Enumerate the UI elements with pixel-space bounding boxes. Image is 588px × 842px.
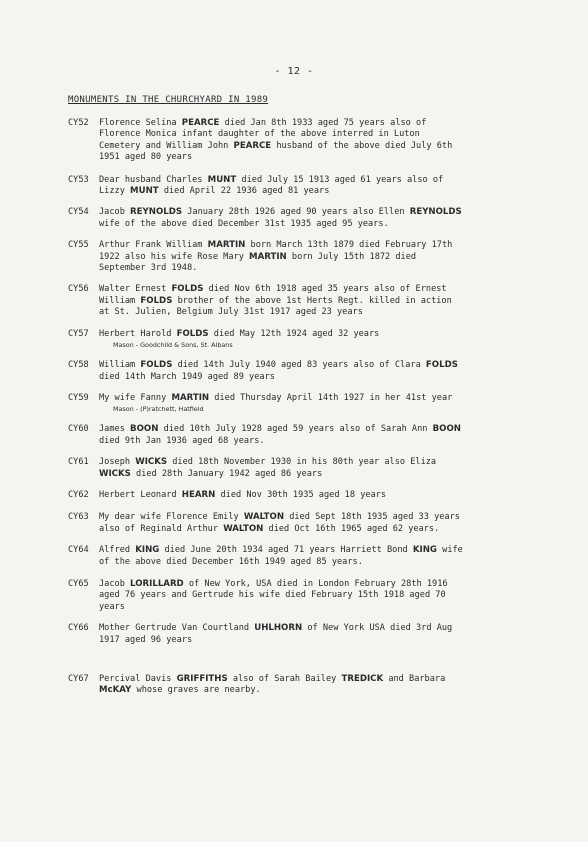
monument-inscription — [99, 424, 528, 447]
surname: PEARCE — [233, 140, 272, 151]
surname: MARTIN — [249, 251, 287, 262]
inscription-line — [99, 524, 528, 535]
inscription-text: died June 20th 1934 aged 71 years Harriett Bond — [159, 545, 413, 556]
monument-ref: CY61 — [68, 457, 89, 468]
surname: FOLDS — [140, 295, 173, 306]
surname: MARTIN — [171, 392, 210, 403]
monument-inscription — [99, 118, 528, 164]
monument-entry — [68, 360, 528, 383]
inscription-text: aged 76 years and Gertrude his wife died February 15th 1918 aged 70 — [99, 590, 446, 601]
monument-inscription — [99, 512, 528, 535]
inscription-text: Lizzy — [99, 186, 131, 197]
inscription-text: years — [99, 601, 125, 612]
inscription-line — [99, 436, 528, 447]
inscription-text: Dear husband Charles — [99, 174, 208, 185]
inscription-text: wife of the above died December 31st 1935 aged 95 years. — [99, 218, 389, 229]
inscription-text: Alfred — [99, 545, 136, 556]
monument-ref: CY58 — [68, 360, 89, 371]
inscription-text: of the above died December 16th 1949 aged 85 years. — [99, 556, 363, 567]
inscription-line — [99, 186, 528, 197]
inscription-text: died Oct 16th 1965 aged 62 years. — [263, 523, 440, 534]
inscription-text: died May 12th 1924 aged 32 years — [208, 328, 380, 339]
monument-inscription — [99, 360, 528, 383]
inscription-text: died 14th March 1949 aged 89 years — [99, 371, 275, 382]
surname: FOLDS — [425, 360, 458, 371]
monument-ref: CY63 — [68, 512, 89, 523]
monument-ref: CY52 — [68, 118, 89, 128]
inscription-text: Herbert Leonard — [99, 489, 182, 500]
monument-ref: CY62 — [68, 489, 89, 500]
inscription-text: died 10th July 1928 aged 59 years also of Sarah Ann — [158, 424, 433, 435]
inscription-text: died 9th Jan 1936 aged 68 years. — [99, 435, 265, 446]
inscription-line — [99, 175, 528, 186]
monument-entry — [68, 512, 528, 535]
inscription-text: My dear wife Florence Emily — [99, 512, 244, 523]
inscription-text: at St. Julien, Belgium July 31st 1917 aged 23 years — [99, 307, 363, 318]
inscription-line — [99, 424, 528, 435]
surname: FOLDS — [140, 360, 173, 371]
inscription-text: 1922 also his wife Rose Mary — [99, 251, 250, 262]
surname: McKAY — [99, 685, 132, 696]
inscription-text: also of Sarah Bailey — [227, 674, 342, 684]
monument-entry — [68, 175, 528, 198]
monument-entry — [68, 490, 528, 501]
inscription-line — [99, 118, 528, 129]
inscription-line — [99, 685, 528, 696]
inscription-text: September 3rd 1948. — [99, 263, 198, 274]
monument-inscription — [99, 490, 528, 501]
inscription-line — [99, 579, 528, 590]
inscription-text: Mother Gertrude Van Courtland — [99, 623, 255, 634]
monument-inscription — [99, 284, 528, 318]
monument-inscription — [99, 579, 528, 613]
inscription-text: wife — [436, 545, 463, 556]
inscription-line — [99, 512, 528, 523]
inscription-text: died Thursday April 14th 1927 in her 41st year — [209, 392, 453, 403]
inscription-line — [99, 240, 528, 251]
surname: GRIFFITHS — [176, 674, 228, 684]
inscription-text: William — [99, 295, 141, 306]
monument-ref: CY57 — [68, 328, 89, 339]
surname: BOON — [130, 424, 159, 435]
inscription-line — [99, 129, 528, 140]
monument-ref: CY66 — [68, 623, 89, 634]
inscription-text: James — [99, 424, 131, 435]
monument-entry — [68, 424, 528, 447]
inscription-text: born July 15th 1872 died — [286, 251, 417, 262]
inscription-text: Joseph — [99, 457, 136, 468]
monument-ref: CY56 — [68, 284, 89, 295]
inscription-text: Jacob — [99, 207, 131, 218]
inscription-line — [99, 674, 528, 685]
mason-credit: Mason - (P)ratchett, Hatfield — [113, 405, 204, 414]
surname: WICKS — [99, 468, 131, 479]
inscription-text: Percival Davis — [99, 674, 177, 684]
monument-entry — [68, 240, 528, 274]
inscription-text: died 28th January 1942 aged 86 years — [130, 468, 323, 479]
inscription-line — [99, 545, 528, 556]
monument-inscription — [99, 329, 528, 350]
page-number: - 12 - — [274, 66, 314, 77]
surname: TREDICK — [341, 674, 384, 684]
surname: KING — [135, 545, 160, 556]
inscription-text: Jacob — [99, 578, 131, 589]
monument-inscription — [99, 240, 528, 274]
inscription-text: died July 15 1913 aged 61 years also of — [236, 174, 444, 185]
surname: REYNOLDS — [409, 207, 462, 218]
inscription-text: died Nov 6th 1918 aged 35 years also of Ernest — [203, 284, 447, 295]
monument-list — [68, 118, 528, 697]
surname: HEARN — [181, 489, 216, 500]
monument-entry — [68, 393, 528, 414]
monument-inscription — [99, 674, 528, 697]
monument-entry — [68, 674, 528, 697]
inscription-line — [99, 329, 528, 340]
inscription-line — [99, 393, 528, 404]
monument-inscription — [99, 545, 528, 568]
monument-inscription — [99, 175, 528, 198]
surname: PEARCE — [181, 118, 220, 128]
monument-entry — [68, 623, 528, 646]
surname: WALTON — [243, 512, 285, 523]
inscription-line — [99, 141, 528, 152]
inscription-line — [99, 457, 528, 468]
monument-inscription — [99, 623, 528, 646]
inscription-text: died Sept 18th 1935 aged 33 years — [284, 512, 460, 523]
inscription-line — [99, 490, 528, 501]
monument-entry — [68, 284, 528, 318]
inscription-text: Walter Ernest — [99, 284, 172, 295]
inscription-text: William — [99, 360, 141, 371]
monument-ref: CY54 — [68, 207, 89, 218]
monument-entry — [68, 545, 528, 568]
surname: REYNOLDS — [130, 207, 183, 218]
mason-credit: Mason - Goodchild & Sons, St. Albans — [113, 341, 233, 350]
inscription-text: husband of the above died July 6th — [271, 140, 453, 151]
inscription-text: January 28th 1926 aged 90 years also Ellen — [182, 207, 410, 218]
surname: KING — [412, 545, 437, 556]
inscription-text: of New York USA died 3rd Aug — [302, 623, 453, 634]
inscription-text: Arthur Frank William — [99, 240, 208, 251]
inscription-line — [99, 284, 528, 295]
surname: UHLHORN — [254, 623, 303, 634]
inscription-text: died Jan 8th 1933 aged 75 years also of — [219, 118, 427, 128]
inscription-text: Herbert Harold — [99, 328, 177, 339]
inscription-text: born March 13th 1879 died February 17th — [245, 240, 453, 251]
inscription-text: also of Reginald Arthur — [99, 523, 224, 534]
inscription-line — [99, 252, 528, 263]
inscription-line — [99, 602, 528, 613]
inscription-line — [99, 635, 528, 646]
inscription-text: of New York, USA died in London February 28th 1916 — [183, 578, 448, 589]
inscription-text: whose graves are nearby. — [131, 685, 261, 696]
inscription-text: died April 22 1936 aged 81 years — [158, 186, 330, 197]
monument-inscription — [99, 207, 528, 230]
monument-entry — [68, 207, 528, 230]
surname: MARTIN — [207, 240, 246, 251]
monument-ref: CY64 — [68, 545, 89, 556]
inscription-line — [99, 207, 528, 218]
surname: BOON — [432, 424, 461, 435]
inscription-text: Cemetery and William John — [99, 140, 234, 151]
inscription-text: Florence Monica infant daughter of the above interred in Luton — [99, 129, 420, 140]
surname: WICKS — [135, 457, 168, 468]
inscription-text: 1951 aged 80 years — [99, 152, 193, 163]
inscription-text: brother of the above 1st Herts Regt. killed in action — [172, 295, 452, 306]
monument-ref: CY67 — [68, 674, 89, 684]
inscription-line — [99, 469, 528, 480]
monument-ref: CY60 — [68, 424, 89, 435]
monument-ref: CY53 — [68, 174, 89, 185]
surname: LORILLARD — [130, 578, 184, 589]
inscription-line — [99, 590, 528, 601]
monument-entry — [68, 329, 528, 350]
inscription-text: My wife Fanny — [99, 392, 172, 403]
inscription-text: died Nov 30th 1935 aged 18 years — [215, 489, 387, 500]
surname: MUNT — [130, 186, 159, 197]
monument-inscription — [99, 457, 528, 480]
surname: FOLDS — [176, 328, 209, 339]
surname: MUNT — [207, 174, 237, 185]
monument-entry — [68, 579, 528, 613]
inscription-line — [99, 263, 528, 274]
inscription-line — [99, 360, 528, 371]
surname: FOLDS — [171, 284, 204, 295]
monument-inscription — [99, 393, 528, 414]
inscription-line — [99, 623, 528, 634]
inscription-line — [99, 372, 528, 383]
monument-entry — [68, 118, 528, 164]
monument-entry — [68, 457, 528, 480]
inscription-text: and Barbara — [383, 674, 446, 684]
monument-ref: CY65 — [68, 578, 89, 589]
inscription-line — [99, 219, 528, 230]
section-heading: MONUMENTS IN THE CHURCHYARD IN 1989 — [68, 95, 269, 105]
inscription-line — [99, 152, 528, 163]
monument-ref: CY59 — [68, 392, 89, 403]
surname: WALTON — [223, 523, 264, 534]
inscription-text: 1917 aged 96 years — [99, 634, 193, 645]
inscription-line — [99, 296, 528, 307]
inscription-text: died 14th July 1940 aged 83 years also of Clara — [172, 360, 426, 371]
monument-ref: CY55 — [68, 240, 89, 251]
inscription-text: Florence Selina — [99, 118, 182, 128]
inscription-line — [99, 557, 528, 568]
inscription-text: died 18th November 1930 in his 80th year also Eliza — [167, 457, 437, 468]
inscription-line — [99, 307, 528, 318]
